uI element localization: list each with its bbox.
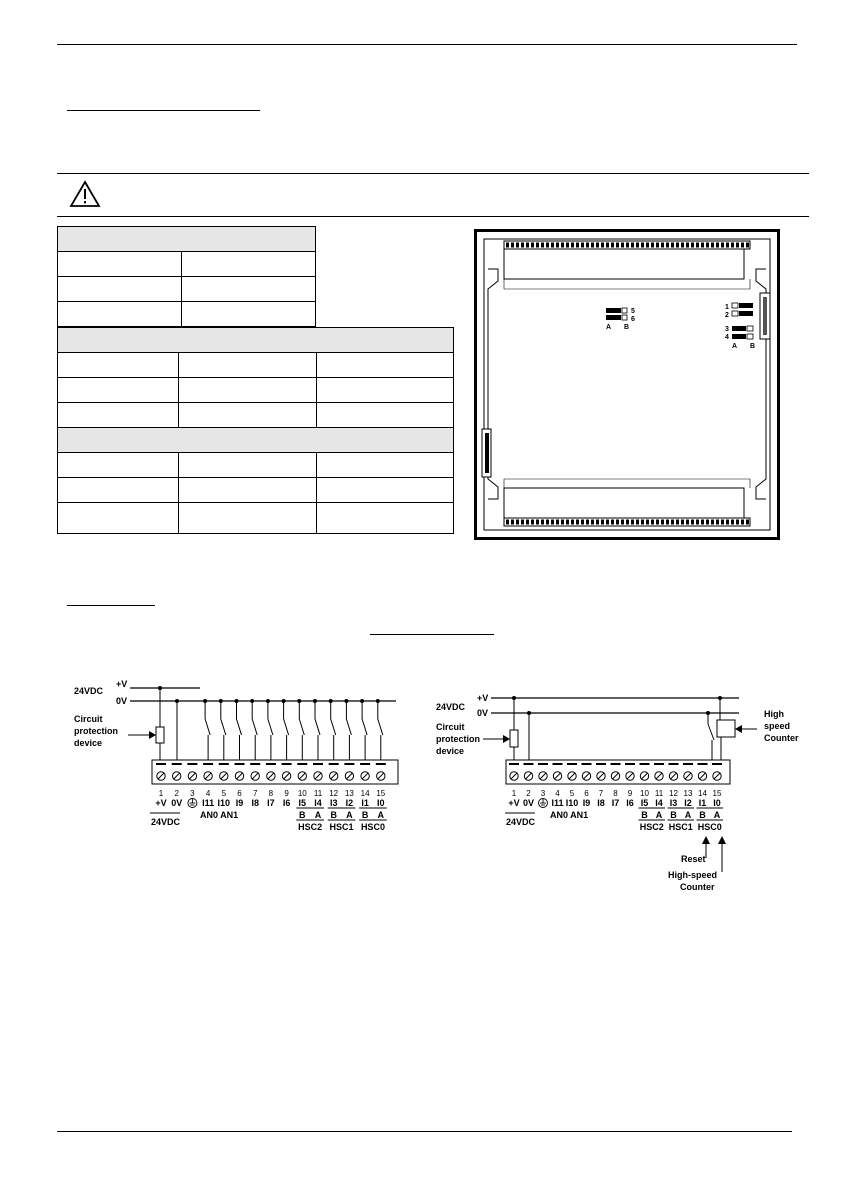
table-header: [58, 428, 454, 453]
connector-tooth: [681, 243, 684, 248]
analog-labels: AN0 AN1: [550, 810, 589, 820]
connector-tooth: [526, 520, 529, 525]
terminal-label: I7: [267, 798, 275, 808]
terminal-number: 6: [584, 789, 589, 798]
supply-group-label: 24VDC: [151, 817, 181, 827]
connector-tooth: [706, 243, 709, 248]
connector-tooth: [701, 243, 704, 248]
connector-tooth: [561, 243, 564, 248]
ground-icon: [539, 799, 548, 808]
terminal-slot: [611, 763, 621, 765]
table-cell: [58, 252, 182, 277]
terminal-number: 9: [284, 789, 289, 798]
terminal-number: 2: [526, 789, 531, 798]
terminal-slot: [235, 763, 245, 765]
terminal-label: I4: [655, 798, 663, 808]
high-speed-counter-label: Counter: [764, 733, 799, 743]
terminal-label: I11: [551, 798, 564, 808]
connector-tooth: [516, 243, 519, 248]
terminal-number: 1: [158, 789, 164, 798]
terminal-number: 8: [268, 789, 274, 798]
connector-tooth: [526, 243, 529, 248]
connector-tooth: [551, 520, 554, 525]
jumper-label: 5: [631, 308, 635, 315]
terminal-label: I10: [565, 798, 579, 808]
terminal-label: 0V: [171, 798, 183, 808]
jumper-label: 6: [631, 316, 635, 323]
terminal-number: 12: [669, 789, 678, 798]
connector-tooth: [596, 243, 599, 248]
connector-tooth: [711, 243, 714, 248]
switch-contact: [299, 719, 304, 735]
terminal-number: 4: [205, 789, 211, 798]
jumper-table-1: [57, 226, 316, 327]
terminal-label: I8: [597, 798, 605, 808]
table-cell: [179, 378, 317, 403]
terminal-slot: [360, 763, 370, 765]
terminal-slot: [172, 763, 182, 765]
jumper-label: 3: [725, 326, 729, 333]
hsc-b-label: B: [641, 810, 648, 820]
terminal-slot: [376, 763, 386, 765]
connector-tooth: [696, 243, 699, 248]
table-cell: [182, 302, 316, 327]
circuit-protection-label: Circuit: [74, 714, 103, 724]
connector-tooth: [606, 243, 609, 248]
terminal-label: I4: [314, 798, 322, 808]
connector-tooth: [531, 243, 534, 248]
connector-tooth: [631, 520, 634, 525]
connector-tooth: [641, 243, 644, 248]
connector-tooth: [546, 520, 549, 525]
connector-tooth: [521, 243, 524, 248]
connector-tooth: [546, 243, 549, 248]
terminal-label: 0V: [522, 798, 535, 808]
terminal-number: 14: [698, 789, 707, 798]
connector-tooth: [746, 520, 749, 525]
connector-tooth: [621, 520, 624, 525]
table-cell: [58, 478, 179, 503]
terminal-label: +V: [508, 798, 520, 808]
terminal-number: 13: [683, 789, 693, 798]
connector-tooth: [666, 520, 669, 525]
terminal-slot: [313, 763, 323, 765]
table-cell: [179, 478, 317, 503]
table-cell: [58, 378, 179, 403]
terminal-slot: [669, 763, 679, 765]
switch-contact: [346, 719, 351, 735]
table-cell: [58, 302, 182, 327]
connector-tooth: [511, 243, 514, 248]
footer-rule: [57, 1131, 792, 1132]
terminal-slot: [625, 763, 635, 765]
table-header: [58, 227, 316, 252]
connector-tooth: [701, 520, 704, 525]
zero-v-label: 0V: [477, 708, 489, 718]
terminal-slot: [654, 763, 664, 765]
jumper-table-2: [57, 327, 454, 534]
connector-tooth: [721, 243, 724, 248]
terminal-number: 14: [360, 789, 370, 798]
table-cell: [317, 403, 454, 428]
terminal-label: I9: [582, 798, 591, 808]
hsc-b-label: B: [361, 810, 369, 820]
wiring-heading-underline: [67, 605, 155, 606]
connector-tooth: [731, 520, 734, 525]
warning-row: [57, 173, 809, 217]
connector-tooth: [636, 243, 639, 248]
connector-tooth: [726, 520, 729, 525]
connector-tooth: [651, 243, 654, 248]
terminal-label: I7: [611, 798, 620, 808]
terminal-label: I5: [640, 798, 649, 808]
connector-tooth: [581, 520, 584, 525]
connector-tooth: [746, 243, 749, 248]
terminal-number: 11: [313, 789, 323, 798]
connector-tooth: [741, 520, 744, 525]
connector-tooth: [586, 243, 589, 248]
terminal-slot: [567, 763, 577, 765]
hsc-group-label: HSC0: [360, 822, 385, 832]
connector-tooth: [626, 243, 629, 248]
reset-label: Reset: [681, 854, 706, 864]
connector-tooth: [541, 520, 544, 525]
connector-tooth: [556, 243, 559, 248]
connector-tooth: [706, 520, 709, 525]
terminal-label: I5: [298, 798, 307, 808]
terminal-slot: [266, 763, 276, 765]
table-cell: [179, 353, 317, 378]
switch-contact: [252, 719, 257, 735]
terminal-slot: [553, 763, 563, 765]
jumper-label: 2: [725, 312, 729, 319]
connector-tooth: [716, 520, 719, 525]
bottom-connector-teeth: [506, 520, 749, 525]
table-cell: [317, 503, 454, 534]
terminal-labels: [508, 798, 720, 808]
terminal-label: I9: [235, 798, 244, 808]
connector-tooth: [576, 243, 579, 248]
connector-tooth: [621, 243, 624, 248]
hsc-a-label: A: [655, 810, 663, 820]
connector-tooth: [661, 243, 664, 248]
hsc-a-label: A: [713, 810, 721, 820]
connector-tooth: [511, 520, 514, 525]
connector-tooth: [611, 520, 614, 525]
hsc-group-label: HSC1: [329, 822, 354, 832]
hsc-group-label: HSC2: [639, 822, 664, 832]
table-cell: [58, 277, 182, 302]
connector-tooth: [721, 520, 724, 525]
jumper-col-label: B: [750, 343, 756, 350]
hsc-b-label: B: [670, 810, 677, 820]
terminal-slot: [344, 763, 354, 765]
table-cell: [58, 353, 179, 378]
connector-tooth: [566, 243, 569, 248]
hsc-a-label: A: [314, 810, 322, 820]
terminal-slot: [156, 763, 166, 765]
switch-contact: [284, 719, 289, 735]
connector-tooth: [691, 520, 694, 525]
connector-tooth: [646, 520, 649, 525]
switch-contact: [331, 719, 336, 735]
connector-tooth: [536, 243, 539, 248]
circuit-protection-label: protection: [436, 734, 480, 744]
table-cell: [58, 453, 179, 478]
terminal-number: 12: [329, 789, 339, 798]
terminal-label: +V: [155, 798, 167, 808]
terminal-number: 10: [640, 789, 649, 798]
terminal-label: I6: [282, 798, 291, 808]
connector-tooth: [716, 243, 719, 248]
wiring-subheading-underline: [370, 634, 494, 635]
terminal-slot: [250, 763, 260, 765]
terminal-label: I8: [251, 798, 259, 808]
top-connector-teeth: [506, 243, 749, 248]
terminal-slot: [329, 763, 339, 765]
jumper-label: 4: [725, 334, 729, 341]
terminal-labels: [155, 798, 384, 808]
terminal-slot: [297, 763, 307, 765]
connector-tooth: [516, 520, 519, 525]
controller-board-drawing: [474, 229, 780, 540]
connector-tooth: [666, 243, 669, 248]
terminal-number: 13: [344, 789, 354, 798]
connector-tooth: [571, 243, 574, 248]
connector-tooth: [556, 520, 559, 525]
plus-v-label: +V: [116, 679, 128, 689]
connector-tooth: [691, 243, 694, 248]
terminal-label: I3: [669, 798, 678, 808]
terminal-number: 3: [540, 789, 546, 798]
high-speed-counter-bottom-label: Counter: [680, 882, 715, 892]
terminal-label: I11: [202, 798, 215, 808]
circuit-protection-label: protection: [74, 726, 118, 736]
connector-tooth: [606, 520, 609, 525]
connector-tooth: [646, 243, 649, 248]
connector-tooth: [636, 520, 639, 525]
table-cell: [317, 453, 454, 478]
high-speed-counter-label: High: [764, 709, 784, 719]
terminal-label: I10: [217, 798, 231, 808]
table-header: [58, 328, 454, 353]
supply-label: 24VDC: [74, 686, 104, 696]
connector-tooth: [536, 520, 539, 525]
hsc-a-label: A: [377, 810, 385, 820]
ground-icon: [188, 799, 197, 808]
connector-tooth: [741, 243, 744, 248]
input-switches: [203, 699, 383, 760]
terminal-slot: [538, 763, 548, 765]
terminal-slot: [683, 763, 693, 765]
hsc-a-label: A: [346, 810, 353, 820]
jumper-label: 1: [725, 304, 729, 311]
terminal-number: 1: [511, 789, 517, 798]
connector-tooth: [601, 520, 604, 525]
terminal-number: 7: [598, 789, 604, 798]
terminal-label: I0: [377, 798, 385, 808]
terminal-slot: [712, 763, 722, 765]
connector-tooth: [551, 243, 554, 248]
switch-contact: [315, 719, 320, 735]
zero-v-label: 0V: [116, 696, 128, 706]
hsc-a-label: A: [684, 810, 692, 820]
warning-icon: [69, 180, 101, 208]
hsc-b-label: B: [699, 810, 706, 820]
high-speed-counter-bottom-label: High-speed: [668, 870, 718, 880]
analog-labels: AN0 AN1: [200, 810, 239, 820]
switch-contact: [221, 719, 226, 735]
plus-v-label: +V: [477, 693, 489, 703]
table-cell: [317, 478, 454, 503]
terminal-slot: [203, 763, 213, 765]
table-cell: [182, 277, 316, 302]
terminal-number: 5: [569, 789, 575, 798]
terminal-label: I2: [345, 798, 354, 808]
terminal-slot: [698, 763, 708, 765]
connector-tooth: [531, 520, 534, 525]
terminal-number: 15: [376, 789, 386, 798]
table-cell: [58, 503, 179, 534]
high-speed-counter-label: speed: [764, 721, 791, 731]
terminal-label: I1: [361, 798, 369, 808]
hsc-group-label: HSC1: [668, 822, 693, 832]
terminal-label: I6: [626, 798, 634, 808]
connector-tooth: [601, 243, 604, 248]
connector-tooth: [581, 243, 584, 248]
wiring-diagram-left: [70, 675, 405, 850]
terminal-number: 3: [190, 789, 195, 798]
connector-tooth: [506, 520, 509, 525]
terminal-numbers: [159, 789, 386, 798]
terminal-number: 9: [627, 789, 633, 798]
connector-tooth: [656, 243, 659, 248]
connector-tooth: [656, 520, 659, 525]
terminal-label: I2: [684, 798, 692, 808]
connector-tooth: [736, 243, 739, 248]
connector-tooth: [626, 520, 629, 525]
switch-contact: [378, 719, 383, 735]
connector-tooth: [591, 520, 594, 525]
connector-tooth: [591, 243, 594, 248]
terminal-slot: [219, 763, 229, 765]
table-cell: [179, 453, 317, 478]
connector-tooth: [676, 520, 679, 525]
connector-tooth: [631, 243, 634, 248]
hsc-group-label: HSC2: [298, 822, 323, 832]
connector-tooth: [681, 520, 684, 525]
hsc-groups: [639, 808, 724, 832]
connector-tooth: [736, 520, 739, 525]
jumper-col-label: A: [606, 324, 612, 331]
jumper-col-label: B: [624, 324, 630, 331]
terminal-slot: [282, 763, 292, 765]
terminal-numbers: [512, 789, 722, 798]
terminal-slot: [582, 763, 592, 765]
circuit-protection-label: device: [74, 738, 103, 748]
terminal-slot: [524, 763, 534, 765]
terminal-label: I0: [713, 798, 721, 808]
connector-tooth: [686, 520, 689, 525]
terminal-number: 6: [237, 789, 242, 798]
table-cell: [179, 403, 317, 428]
connector-tooth: [521, 520, 524, 525]
switch-contact: [362, 719, 367, 735]
connector-tooth: [676, 243, 679, 248]
table-cell: [317, 353, 454, 378]
supply-label: 24VDC: [436, 702, 466, 712]
terminal-slot: [596, 763, 606, 765]
hsc-b-label: B: [299, 810, 306, 820]
terminal-number: 15: [712, 789, 722, 798]
terminal-number: 5: [221, 789, 227, 798]
connector-tooth: [566, 520, 569, 525]
terminal-number: 8: [613, 789, 618, 798]
terminal-label: I3: [329, 798, 338, 808]
hsc-group-label: HSC0: [697, 822, 722, 832]
connector-tooth: [506, 243, 509, 248]
terminal-number: 11: [654, 789, 664, 798]
connector-tooth: [611, 243, 614, 248]
table-cell: [182, 252, 316, 277]
header-rule: [57, 44, 797, 45]
terminal-slot: [640, 763, 650, 765]
connector-tooth: [596, 520, 599, 525]
connector-tooth: [541, 243, 544, 248]
terminal-label: I1: [698, 798, 707, 808]
terminal-slot: [509, 763, 519, 765]
connector-tooth: [726, 243, 729, 248]
connector-tooth: [671, 243, 674, 248]
connector-tooth: [641, 520, 644, 525]
connector-tooth: [576, 520, 579, 525]
hsc-b-label: B: [330, 810, 337, 820]
terminal-number: 7: [252, 789, 258, 798]
connector-tooth: [561, 520, 564, 525]
switch-contact: [205, 719, 210, 735]
wiring-diagram-right: [435, 680, 805, 895]
connector-tooth: [711, 520, 714, 525]
section-heading-underline: [67, 110, 260, 111]
table-cell: [58, 403, 179, 428]
table-cell: [179, 503, 317, 534]
connector-tooth: [696, 520, 699, 525]
connector-tooth: [651, 520, 654, 525]
hsc-groups: [296, 808, 387, 832]
connector-tooth: [586, 520, 589, 525]
switch-contact: [268, 719, 273, 735]
connector-tooth: [661, 520, 664, 525]
jumper-col-label: A: [732, 343, 738, 350]
supply-group-label: 24VDC: [506, 817, 536, 827]
table-cell: [317, 378, 454, 403]
switch-contact: [237, 719, 242, 735]
connector-tooth: [686, 243, 689, 248]
terminal-number: 10: [297, 789, 307, 798]
circuit-protection-label: Circuit: [436, 722, 465, 732]
terminal-number: 4: [555, 789, 560, 798]
connector-tooth: [616, 243, 619, 248]
connector-tooth: [671, 520, 674, 525]
terminal-slot: [187, 763, 197, 765]
connector-tooth: [571, 520, 574, 525]
circuit-protection-label: device: [436, 746, 465, 756]
terminal-number: 2: [174, 789, 179, 798]
connector-tooth: [731, 243, 734, 248]
connector-tooth: [616, 520, 619, 525]
